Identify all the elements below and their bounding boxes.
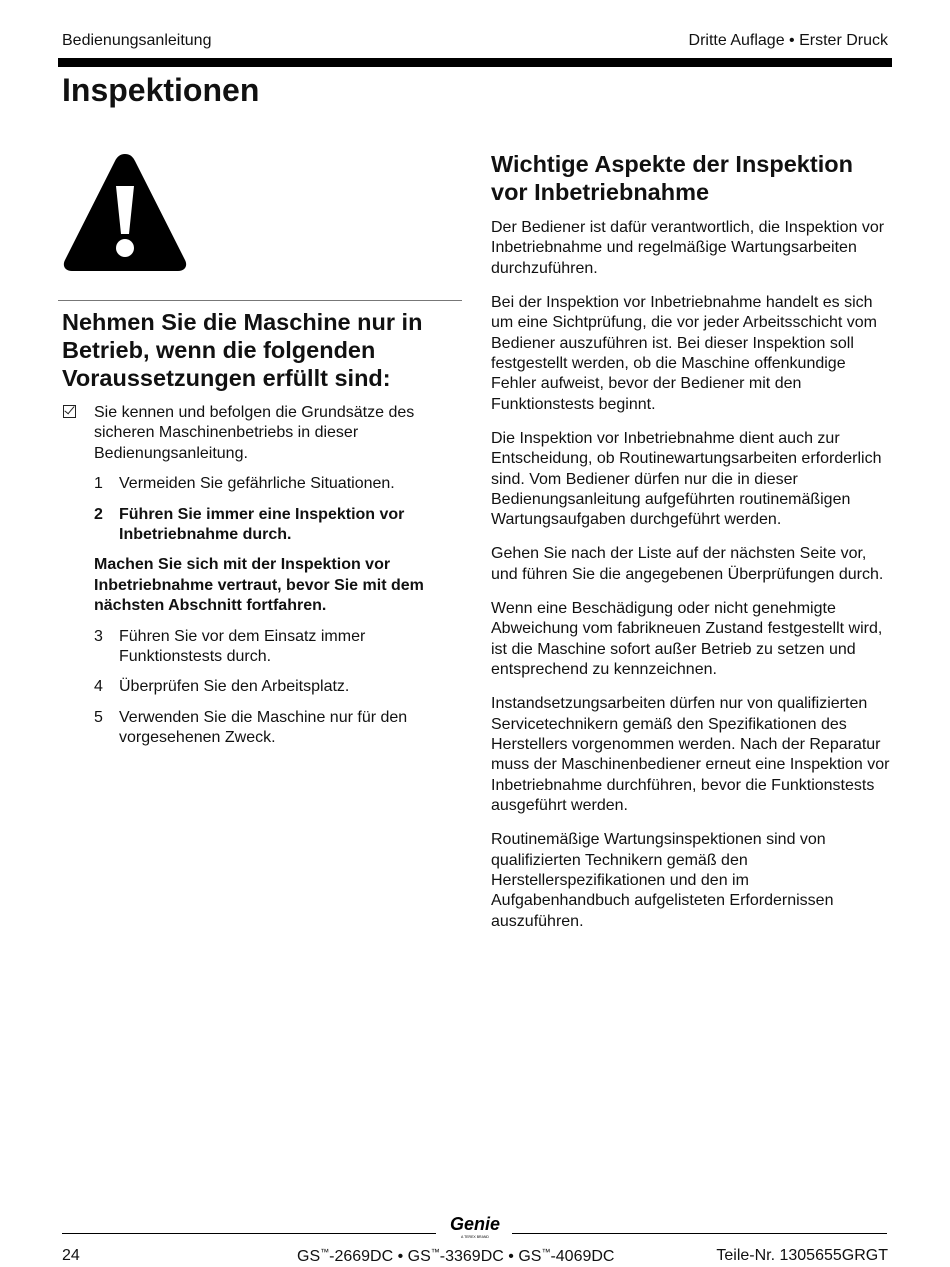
- paragraph: Routinemäßige Wartungsinspektionen sind von qualifizierten Technikern gemäß den Herstellerspezifikationen und den im Aufgabenhandbuch aufgelisteten Erfordernissen auszuführen.: [491, 831, 834, 930]
- list-item-text: Überprüfen Sie den Arbeitsplatz.: [119, 678, 350, 696]
- list-item-text: Führen Sie vor dem Einsatz immer Funktionstests durch.: [119, 627, 366, 666]
- svg-text:A TEREX BRAND: A TEREX BRAND: [461, 1235, 489, 1239]
- warning-triangle-icon: [62, 150, 188, 273]
- requirements-list: [62, 403, 466, 749]
- paragraph: Instandsetzungsarbeiten dürfen nur von qualifizierten Servicetechnikern gemäß den Spezifikationen des Herstellers vorgenommen werden. Nach der Reparatur muss der Maschinenbediener erneut eine Inspektion vor Inbetriebnahme durchführen, bevor die Funktionstests ausgeführt werden.: [491, 695, 890, 815]
- list-item: [62, 505, 466, 546]
- part-number: Teile-Nr. 1305655GRGT: [716, 1247, 888, 1264]
- checkbox-checked-icon: [63, 405, 76, 418]
- list-item-number: 1: [94, 475, 103, 493]
- paragraph: Der Bediener ist dafür verantwortlich, die Inspektion vor Inbetriebnahme und regelmäßige Wartungsarbeiten durchzuführen.: [491, 219, 885, 277]
- paragraph: Bei der Inspektion vor Inbetriebnahme handelt es sich um eine Sichtprüfung, die vor jeder Arbeitsschicht vom Bediener auszuführen ist. Bei dieser Inspektion soll festgestellt werden, ob die Maschine offenkundige Fehler aufweist, bevor der Bediener mit den Funktionstests beginnt.: [491, 293, 877, 413]
- list-item: [62, 677, 466, 697]
- list-item-number: 2: [94, 505, 103, 523]
- footer-rule-left: [62, 1233, 436, 1234]
- check-item-text: Sie kennen und befolgen die Grundsätze des sicheren Maschinenbetriebs in dieser Bedienungsanleitung.: [94, 404, 415, 462]
- requirements-heading: Nehmen Sie die Maschine nur in Betrieb, wenn die folgenden Voraussetzungen erfüllt sind:: [62, 309, 423, 391]
- check-item: [62, 403, 466, 464]
- list-item-text: Vermeiden Sie gefährliche Situationen.: [119, 475, 395, 493]
- header-rule: [58, 58, 892, 67]
- list-item: [62, 474, 466, 494]
- page-title: Inspektionen: [62, 72, 260, 108]
- list-item-text: Verwenden Sie die Maschine nur für den vorgesehenen Zweck.: [119, 708, 408, 747]
- header-manual-name: Bedienungsanleitung: [62, 32, 212, 49]
- list-item: [62, 627, 466, 668]
- section-divider: [58, 300, 462, 301]
- svg-text:Genie: Genie: [449, 1214, 501, 1234]
- paragraph: Wenn eine Beschädigung oder nicht genehmigte Abweichung vom fabrikneuen Zustand festgestellt wird, ist die Maschine sofort außer Betrieb zu setzen und entsprechend zu kennzeichnen.: [491, 599, 883, 679]
- inspection-aspects-body: [491, 218, 891, 946]
- emphasis-note: Machen Sie sich mit der Inspektion vor Inbetriebnahme vertraut, bevor Sie mit dem nächsten Abschnitt fortfahren.: [94, 556, 424, 615]
- genie-logo: [443, 1213, 507, 1239]
- paragraph: Die Inspektion vor Inbetriebnahme dient auch zur Entscheidung, ob Routinewartungsarbeiten erforderlich sind. Vom Bediener dürfen nur die in dieser Bedienungsanleitung aufgeführten routinemäßigen Wartungsaufgaben durchgeführt werden.: [491, 429, 882, 529]
- list-item-number: 4: [94, 678, 103, 696]
- list-item-text: Führen Sie immer eine Inspektion vor Inbetriebnahme durch.: [119, 505, 405, 544]
- paragraph: Gehen Sie nach der Liste auf der nächsten Seite vor, und führen Sie die angegebenen Überprüfungen durch.: [491, 545, 884, 583]
- list-item-number: 3: [94, 627, 103, 645]
- model-list: GS™-2669DC • GS™-3369DC • GS™-4069DC: [297, 1247, 615, 1265]
- numbered-list: [62, 474, 466, 545]
- footer-rule-right: [512, 1233, 887, 1234]
- header-edition: Dritte Auflage • Erster Druck: [688, 32, 888, 49]
- list-item: [62, 708, 466, 749]
- list-item-number: 5: [94, 708, 103, 726]
- page-number: 24: [62, 1247, 80, 1264]
- numbered-list-continued: [62, 627, 466, 749]
- inspection-aspects-heading: Wichtige Aspekte der Inspektion vor Inbetriebnahme: [491, 151, 853, 205]
